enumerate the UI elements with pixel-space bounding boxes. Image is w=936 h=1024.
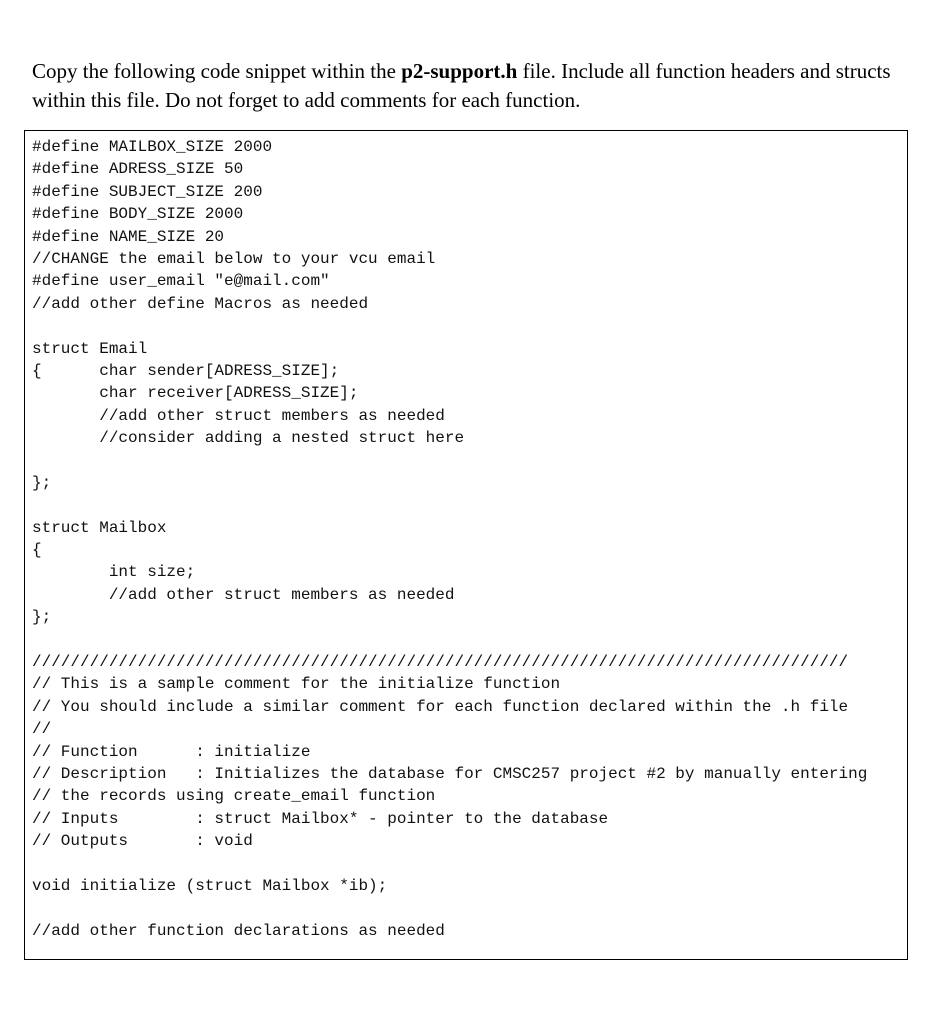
code-line: // Inputs : struct Mailbox* - pointer to the database	[32, 809, 609, 828]
code-line: #define MAILBOX_SIZE 2000	[32, 138, 273, 156]
code-line: // You should include a similar comment for each function declared within the .h file	[32, 697, 849, 716]
code-line: #define BODY_SIZE 2000	[32, 205, 244, 224]
code-line: //add other struct members as needed	[32, 585, 455, 604]
code-line: // Function : initialize	[32, 742, 311, 761]
code-line: };	[32, 608, 52, 627]
code-line: { char sender[ADRESS_SIZE];	[32, 361, 340, 380]
code-line: // Outputs : void	[32, 832, 253, 851]
code-line: // the records using create_email function	[32, 787, 436, 806]
code-line	[32, 897, 867, 919]
instructions-text-before: Copy the following code snippet within the	[32, 59, 402, 83]
code-line: #define SUBJECT_SIZE 200	[32, 182, 263, 201]
code-snippet-box	[24, 130, 908, 960]
code-line: #define ADRESS_SIZE 50	[32, 160, 244, 179]
instructions-text-after: file. Include all function headers and structs within this file. Do not forget to add comments for each function.	[32, 59, 891, 112]
code-line	[32, 449, 867, 471]
code-line: //add other struct members as needed	[32, 406, 445, 425]
code-line: };	[32, 473, 52, 492]
code-line: #define user_email "e@mail.com"	[32, 272, 330, 291]
header-filename: p2-support.h	[401, 59, 518, 83]
code-line	[32, 629, 867, 651]
code-line: int size;	[32, 563, 196, 582]
code-line	[32, 853, 867, 875]
instructions-paragraph	[32, 57, 912, 115]
code-line: //	[32, 720, 52, 739]
code-line: // Description : Initializes the database for CMSC257 project #2 by manually entering	[32, 764, 868, 783]
code-snippet	[32, 136, 867, 942]
code-line: /////////////////////////////////////////////////////////////////////////////////////	[32, 652, 849, 671]
code-line: // This is a sample comment for the initialize function	[32, 675, 561, 694]
code-line: char receiver[ADRESS_SIZE];	[32, 384, 359, 403]
code-line	[32, 315, 867, 337]
code-line: //consider adding a nested struct here	[32, 429, 465, 448]
code-line: #define NAME_SIZE 20	[32, 227, 225, 246]
code-line: struct Email	[32, 339, 148, 358]
code-line: void initialize (struct Mailbox *ib);	[32, 876, 388, 895]
code-line: //add other define Macros as needed	[32, 294, 369, 313]
code-line: {	[32, 541, 42, 560]
code-line: //CHANGE the email below to your vcu email	[32, 249, 436, 268]
code-line	[32, 494, 867, 516]
code-line: struct Mailbox	[32, 518, 167, 537]
code-line: //add other function declarations as needed	[32, 921, 445, 940]
